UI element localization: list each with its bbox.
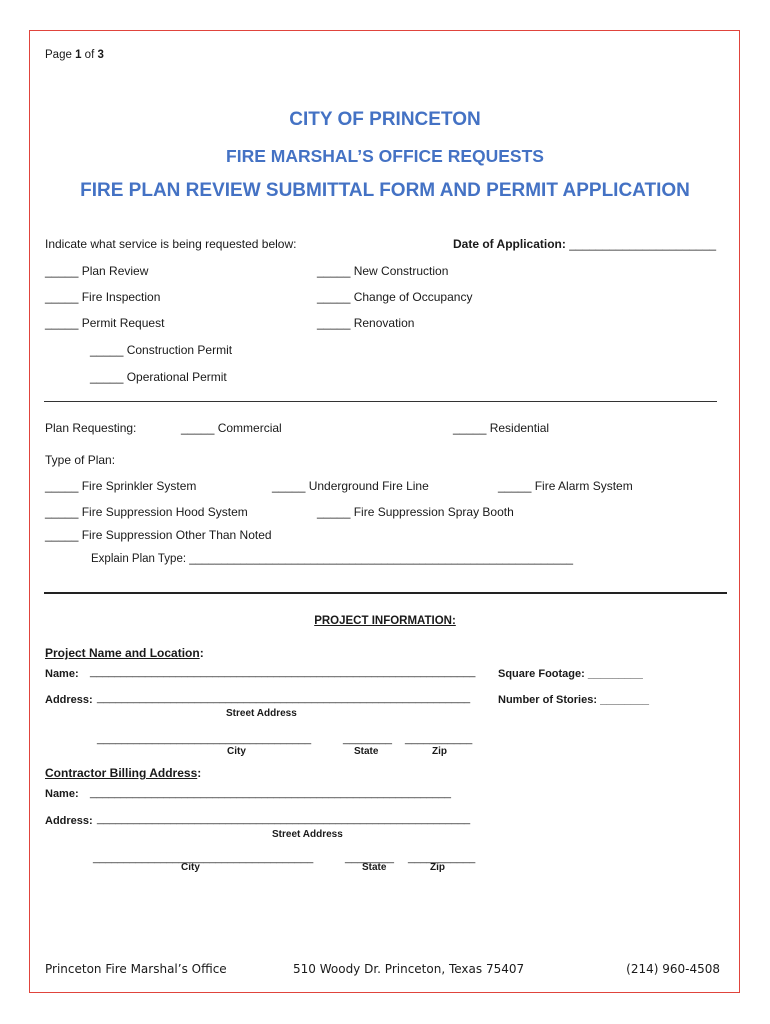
footer-address: 510 Woody Dr. Princeton, Texas 75407 bbox=[293, 962, 525, 976]
footer-phone: (214) 960-4508 bbox=[626, 962, 720, 976]
project-name-location-heading: Project Name and Location: bbox=[45, 646, 204, 660]
contractor-city-caption: City bbox=[181, 862, 200, 873]
page-number: Page 1 of 3 bbox=[45, 49, 104, 61]
project-info-heading: PROJECT INFORMATION: bbox=[314, 615, 456, 627]
date-field[interactable]: ______________________ bbox=[569, 237, 717, 251]
project-address-field[interactable]: _____________________________________________________________ bbox=[97, 692, 471, 704]
city-title: CITY OF PRINCETON bbox=[289, 109, 481, 130]
project-zip-field[interactable]: ___________ bbox=[405, 733, 473, 745]
date-of-application[interactable] bbox=[453, 237, 716, 251]
contractor-state-caption: State bbox=[362, 862, 387, 873]
plan-requesting-label: Plan Requesting: bbox=[45, 421, 137, 435]
option-construction-permit[interactable]: _____ Construction Permit bbox=[90, 343, 233, 357]
square-footage-field[interactable]: Square Footage: _________ bbox=[498, 668, 643, 680]
contractor-state-field[interactable]: ________ bbox=[345, 852, 394, 864]
option-change-of-occupancy[interactable]: _____ Change of Occupancy bbox=[317, 290, 473, 304]
option-commercial[interactable]: _____ Commercial bbox=[181, 421, 282, 435]
contractor-zip-field[interactable]: ___________ bbox=[408, 852, 476, 864]
type-of-plan-label: Type of Plan: bbox=[45, 453, 116, 467]
option-fire-inspection[interactable]: _____ Fire Inspection bbox=[45, 290, 161, 304]
option-renovation[interactable]: _____ Renovation bbox=[317, 316, 415, 330]
form-title: FIRE PLAN REVIEW SUBMITTAL FORM AND PERMIT APPLICATION bbox=[80, 180, 690, 201]
contractor-zip-caption: Zip bbox=[430, 862, 445, 873]
option-new-construction[interactable]: _____ New Construction bbox=[317, 264, 449, 278]
project-name-field[interactable]: _______________________________________________________________ bbox=[90, 666, 476, 678]
project-street-caption: Street Address bbox=[226, 708, 297, 719]
contractor-address-field[interactable]: _____________________________________________________________ bbox=[97, 813, 471, 825]
option-hood-system[interactable]: _____ Fire Suppression Hood System bbox=[45, 505, 248, 519]
project-state-field[interactable]: ________ bbox=[343, 733, 392, 745]
option-permit-request[interactable]: _____ Permit Request bbox=[45, 316, 165, 330]
section-divider-thick bbox=[44, 592, 727, 594]
section-divider bbox=[44, 401, 717, 402]
option-residential[interactable]: _____ Residential bbox=[453, 421, 550, 435]
project-zip-caption: Zip bbox=[432, 746, 447, 757]
option-operational-permit[interactable]: _____ Operational Permit bbox=[90, 370, 227, 384]
option-spray-booth[interactable]: _____ Fire Suppression Spray Booth bbox=[317, 505, 514, 519]
explain-plan-type[interactable]: Explain Plan Type: ____________________________________________________________ bbox=[91, 553, 573, 565]
option-fire-alarm[interactable]: _____ Fire Alarm System bbox=[498, 479, 633, 493]
contractor-billing-heading: Contractor Billing Address: bbox=[45, 766, 202, 780]
project-city-caption: City bbox=[227, 746, 246, 757]
contractor-name-label: Name: bbox=[45, 788, 79, 800]
service-prompt: Indicate what service is being requested below: bbox=[45, 237, 297, 251]
option-plan-review[interactable]: _____ Plan Review bbox=[45, 264, 149, 278]
project-name-label: Name: bbox=[45, 668, 79, 680]
date-label: Date of Application: bbox=[453, 237, 566, 251]
project-state-caption: State bbox=[354, 746, 379, 757]
contractor-address-label: Address: bbox=[45, 815, 93, 827]
number-of-stories-field[interactable]: Number of Stories: ________ bbox=[498, 694, 650, 706]
option-underground-fire-line[interactable]: _____ Underground Fire Line bbox=[272, 479, 429, 493]
project-address-label: Address: bbox=[45, 694, 93, 706]
footer-office: Princeton Fire Marshal’s Office bbox=[45, 962, 227, 976]
option-fire-sprinkler[interactable]: _____ Fire Sprinkler System bbox=[45, 479, 197, 493]
option-other-suppression[interactable]: _____ Fire Suppression Other Than Noted bbox=[45, 528, 272, 542]
contractor-street-caption: Street Address bbox=[272, 829, 343, 840]
contractor-city-field[interactable]: ____________________________________ bbox=[93, 852, 314, 864]
contractor-name-field[interactable]: ___________________________________________________________ bbox=[90, 787, 451, 799]
office-title: FIRE MARSHAL’S OFFICE REQUESTS bbox=[226, 146, 544, 166]
project-city-field[interactable]: ___________________________________ bbox=[97, 733, 312, 745]
